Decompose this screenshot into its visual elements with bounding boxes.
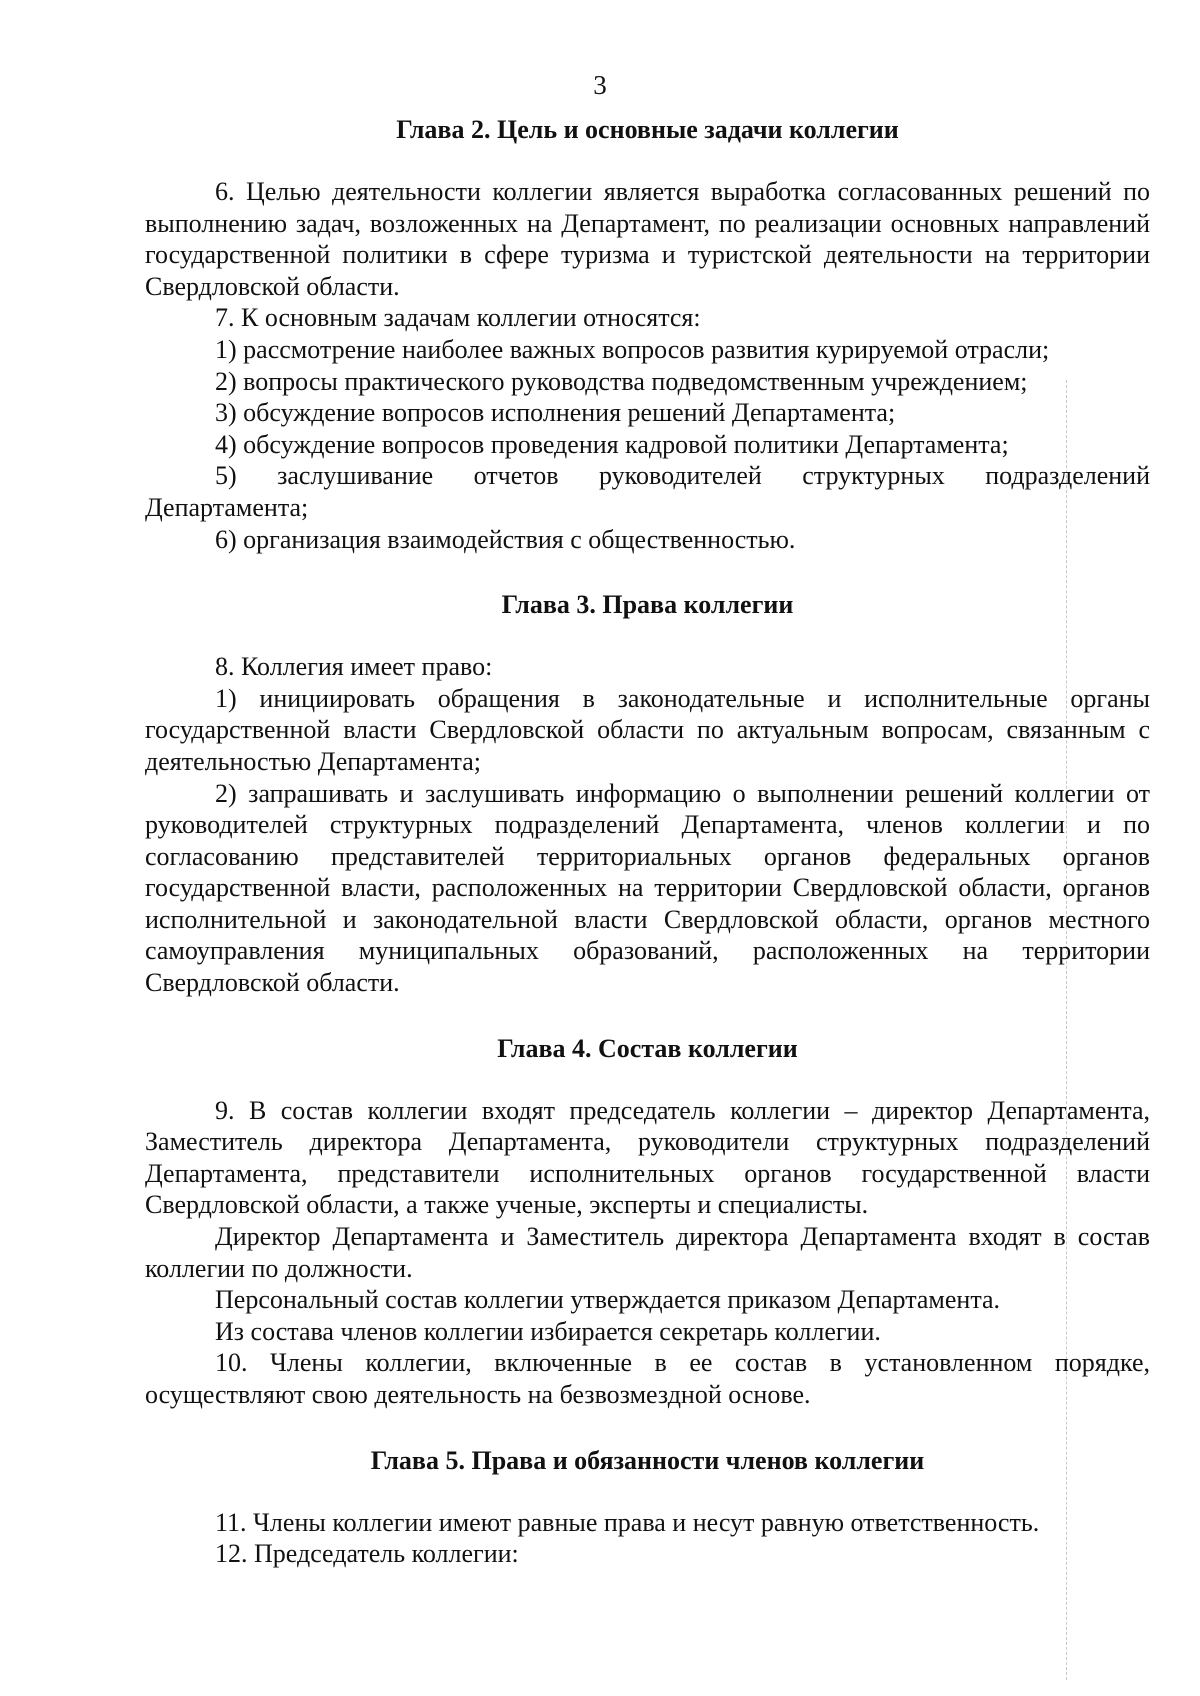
document-body bbox=[145, 114, 1150, 1570]
paragraph: 10. Члены коллегии, включенные в ее состав в установленном порядке, осуществляют свою деятельность на безвозмездной основе. bbox=[145, 1348, 1150, 1409]
paragraph: 12. Председатель коллегии: bbox=[215, 1539, 519, 1569]
paragraph: Директор Департамента и Заместитель директора Департамента входят в состав коллегии по должности. bbox=[145, 1222, 1150, 1283]
paragraph: Персональный состав коллегии утверждается приказом Департамента. bbox=[215, 1285, 1001, 1315]
list-item: 2) запрашивать и заслушивать информацию о выполнении решений коллегии от руководителей структурных подразделений Департамента, членов коллегии и по согласованию представителей территориальных органов федеральных органов государственной власти, расположенных на территории Свердловской области, органов исполнительной и законодательной власти Свердловской области, органов местного самоуправления муниципальных образований, расположенных на территории Свердловской области. bbox=[145, 778, 1150, 998]
chapter-2 bbox=[145, 114, 1150, 555]
paragraph: 6. Целью деятельности коллегии является выработка согласованных решений по выполнению задач, возложенных на Департамент, по реализации основных направлений государственной политики в сфере туризма и туристской деятельности на территории Свердловской области. bbox=[145, 177, 1150, 301]
page-number: 3 bbox=[593, 70, 607, 100]
list-item: 4) обсуждение вопросов проведения кадровой политики Департамента; bbox=[215, 429, 1009, 459]
list-item: 3) обсуждение вопросов исполнения решений Департамента; bbox=[215, 398, 896, 428]
list-item: 2) вопросы практического руководства подведомственным учреждением; bbox=[215, 366, 1028, 396]
paragraph: 8. Коллегия имеет право: bbox=[215, 652, 493, 682]
list-item: 5) заслушивание отчетов руководителей структурных подразделений Департамента; bbox=[145, 461, 1150, 522]
list-item: 1) инициировать обращения в законодательные и исполнительные органы государственной власти Свердловской области по актуальным вопросам, связанным с деятельностью Департамента; bbox=[145, 683, 1150, 776]
list-item: 6) организация взаимодействия с общественностью. bbox=[215, 524, 796, 554]
paragraph: Из состава членов коллегии избирается секретарь коллегии. bbox=[215, 1316, 881, 1346]
chapter-3 bbox=[145, 589, 1150, 999]
list-item: 1) рассмотрение наиболее важных вопросов развития курируемой отрасли; bbox=[215, 334, 1050, 364]
paragraph: 11. Члены коллегии имеют равные права и несут равную ответственность. bbox=[215, 1507, 1040, 1537]
chapter-heading: Глава 3. Права коллегии bbox=[501, 590, 794, 620]
paragraph: 7. К основным задачам коллегии относятся: bbox=[215, 303, 701, 333]
paragraph: 9. В состав коллегии входят председатель коллегии – директор Департамента, Заместитель директора Департамента, руководители структурных подразделений Департамента, представители исполнительных органов государственной власти Свердловской области, а также ученые, эксперты и специалисты. bbox=[145, 1095, 1150, 1220]
chapter-heading: Глава 5. Права и обязанности членов коллегии bbox=[370, 1445, 925, 1475]
chapter-heading: Глава 4. Состав коллегии bbox=[497, 1033, 798, 1063]
chapter-5 bbox=[145, 1445, 1150, 1570]
chapter-heading: Глава 2. Цель и основные задачи коллегии bbox=[396, 115, 899, 144]
chapter-4 bbox=[145, 1033, 1150, 1411]
